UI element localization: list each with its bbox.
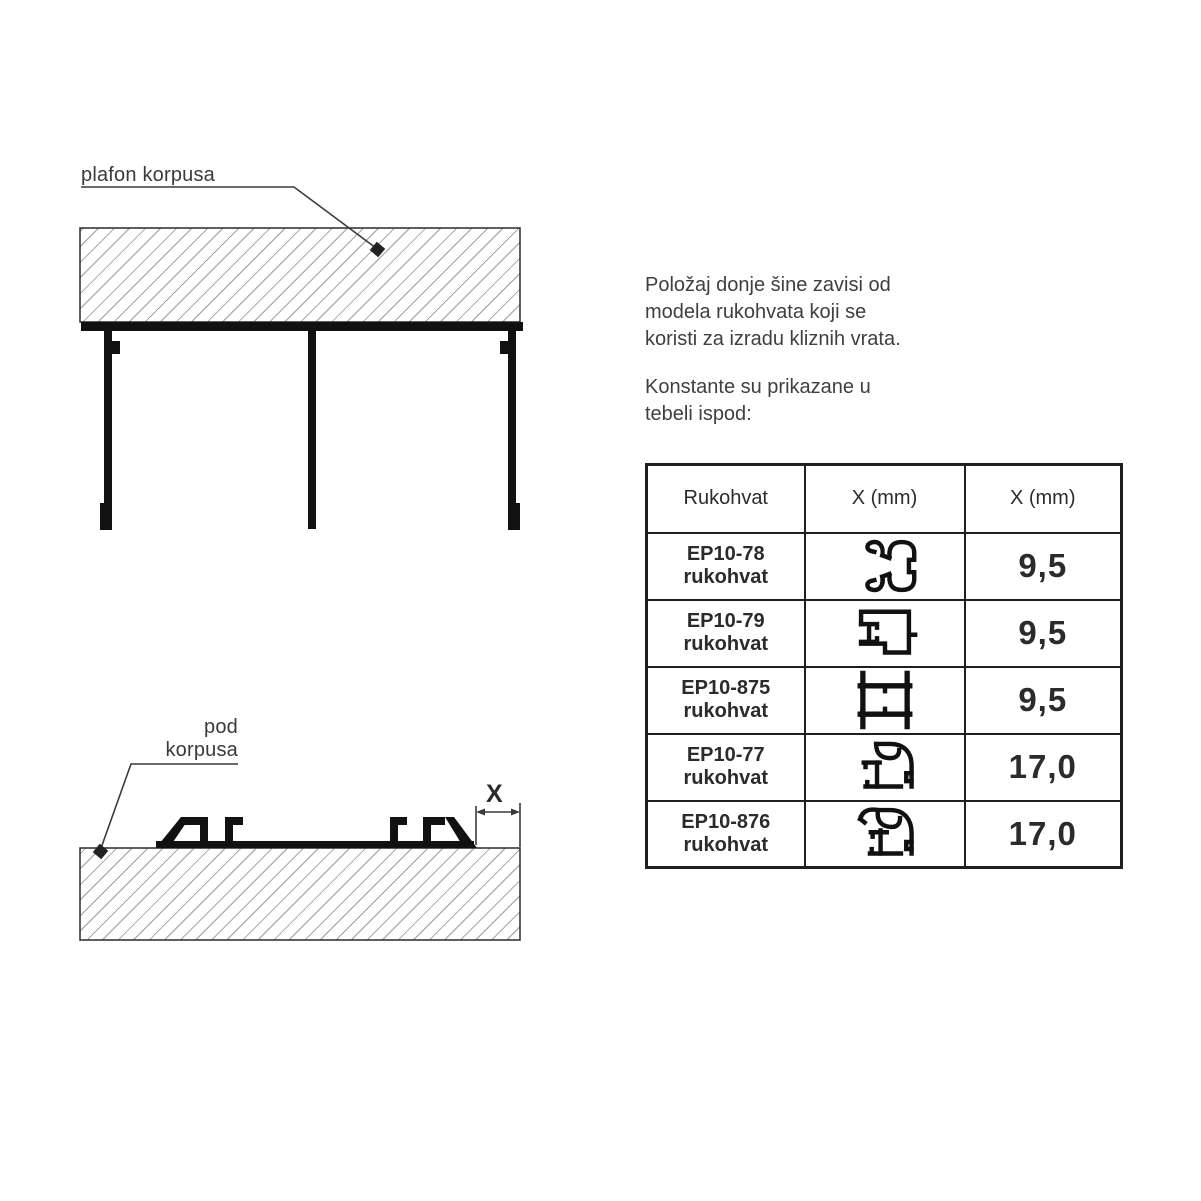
x-value-cell: 9,5 xyxy=(965,600,1122,667)
dimension-x xyxy=(476,803,520,847)
floor-label-line2: korpusa xyxy=(165,739,238,761)
model-type: rukohvat xyxy=(683,566,768,588)
profile-icon-cell xyxy=(805,667,965,734)
ep10-876-profile-icon xyxy=(845,803,925,865)
constants-table xyxy=(645,463,1123,869)
top-rail-right-hook xyxy=(500,341,508,354)
bottom-rail-left-leg1 xyxy=(200,825,208,848)
top-rail-left-foot xyxy=(100,503,112,530)
bottom-rail-left-top1 xyxy=(181,817,208,825)
ceiling-label: plafon korpusa xyxy=(81,164,216,186)
description-line: Konstante su prikazane u xyxy=(645,376,871,398)
top-rail-center-divider xyxy=(308,331,316,529)
header-rukohvat: Rukohvat xyxy=(647,465,805,533)
bottom-rail-right-top1 xyxy=(390,817,407,825)
ceiling-hatch-rect xyxy=(80,228,520,322)
x-value-cell: 9,5 xyxy=(965,533,1122,600)
header-x-mm-profile: X (mm) xyxy=(805,465,965,533)
ep10-78-profile-icon xyxy=(845,535,925,597)
bottom-rail-left-leg2 xyxy=(225,825,233,848)
model-name: EP10-78 xyxy=(686,543,765,565)
table-row xyxy=(647,801,1122,868)
model-name: EP10-875 xyxy=(681,677,771,699)
model-cell xyxy=(647,600,805,667)
model-cell xyxy=(647,801,805,868)
description-paragraph-1 xyxy=(645,272,901,353)
profile-icon-cell xyxy=(805,734,965,801)
profile-icon-cell xyxy=(805,801,965,868)
top-rail-right-wall xyxy=(508,331,516,503)
top-rail-left-hook xyxy=(112,341,120,354)
model-name: EP10-876 xyxy=(681,810,771,833)
top-rail-right-foot xyxy=(508,503,520,530)
bottom-rail-right-leg2 xyxy=(423,825,431,848)
x-value-cell: 9,5 xyxy=(965,667,1122,734)
description-line: tebeli ispod: xyxy=(645,403,752,425)
ep10-875-profile-icon xyxy=(845,669,925,731)
ep10-79-profile-icon xyxy=(845,602,925,664)
model-type: rukohvat xyxy=(683,700,768,722)
profile-icon-cell xyxy=(805,533,965,600)
model-type: rukohvat xyxy=(683,833,768,856)
description-line: Položaj donje šine zavisi od xyxy=(645,274,891,296)
table-row xyxy=(647,533,1122,600)
model-cell xyxy=(647,533,805,600)
model-cell xyxy=(647,734,805,801)
dimension-arrow-right xyxy=(511,809,520,816)
description-line: modela rukohvata koji se xyxy=(645,301,867,323)
bottom-rail-left-top2 xyxy=(225,817,243,825)
table-header-row xyxy=(647,465,1122,533)
top-rail-mounting-plate xyxy=(81,322,523,331)
floor-diagram xyxy=(80,764,520,940)
top-rail-left-wall xyxy=(104,331,112,503)
floor-label xyxy=(120,716,238,762)
table-row xyxy=(647,667,1122,734)
top-rail-profile xyxy=(81,322,523,530)
description-line: koristi za izradu kliznih vrata. xyxy=(645,328,901,350)
model-name: EP10-79 xyxy=(686,610,765,632)
dimension-x-label: X xyxy=(486,780,503,808)
ep10-77-profile-icon xyxy=(845,736,925,798)
bottom-rail-profile xyxy=(156,817,477,848)
bottom-rail-right-leg1 xyxy=(390,825,398,848)
model-type: rukohvat xyxy=(683,633,768,655)
dimension-arrow-left xyxy=(476,809,485,816)
model-name: EP10-77 xyxy=(686,744,765,766)
table-row xyxy=(647,734,1122,801)
bottom-rail-right-top2 xyxy=(423,817,445,825)
header-x-mm-value: X (mm) xyxy=(965,465,1122,533)
x-value-cell: 17,0 xyxy=(965,734,1122,801)
floor-hatch-rect xyxy=(80,848,520,940)
x-value-cell: 17,0 xyxy=(965,801,1122,868)
description-paragraph-2 xyxy=(645,374,871,428)
floor-label-line1: pod xyxy=(204,716,238,738)
table-row xyxy=(647,600,1122,667)
model-type: rukohvat xyxy=(683,767,768,789)
model-cell xyxy=(647,667,805,734)
profile-icon-cell xyxy=(805,600,965,667)
ceiling-diagram xyxy=(80,187,523,530)
